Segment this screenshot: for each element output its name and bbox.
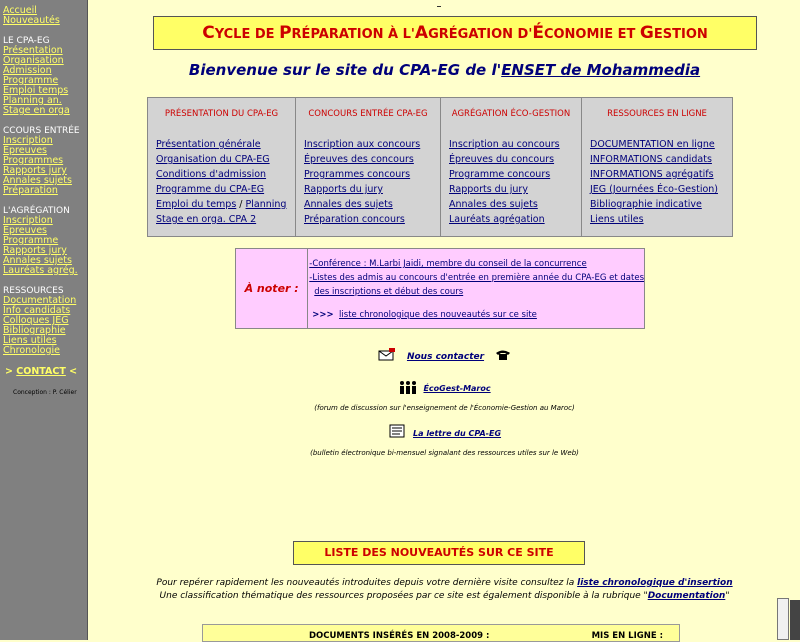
nav-column-concours-entree-cpa-eg [296, 98, 441, 236]
forum-link[interactable]: ÉcoGest-Maroc [423, 384, 491, 393]
sidebar-item-chronologie[interactable]: Chronologie [3, 345, 60, 356]
online-date-label: MIS EN LIGNE : [591, 631, 663, 641]
documents-header-bar [202, 624, 680, 642]
sidebar-heading-ccours-entree: CCOURS ENTRÉE [3, 126, 80, 136]
nav-link-stage-en-orga-cpa-2[interactable]: Stage en orga. CPA 2 [156, 214, 257, 225]
title-part: P [279, 23, 292, 43]
sidebar-nav [0, 0, 88, 640]
nav-column-title: CONCOURS ENTRÉE CPA-EG [308, 109, 428, 119]
title-part: C [202, 23, 215, 43]
sidebar-item-stage-en-orga[interactable]: Stage en orga [3, 105, 70, 116]
welcome-text: Bienvenue sur le site du CPA-EG de l' [188, 61, 502, 79]
nav-column-title: PRÉSENTATION DU CPA-EG [164, 109, 279, 119]
sidebar-item-inscription[interactable]: Inscription [3, 135, 53, 146]
nav-link-planning[interactable]: Planning [245, 199, 287, 210]
sidebar-item-bibliographie[interactable]: Bibliographie [3, 325, 66, 336]
sidebar-item-accueil[interactable]: Accueil [3, 5, 37, 16]
welcome-heading [89, 61, 800, 79]
nav-link-epreuves-du-concours[interactable]: Épreuves du concours [449, 154, 555, 165]
forum-block [89, 376, 800, 414]
sidebar-item-planning-an[interactable]: Planning an. [3, 95, 62, 106]
nav-link-inscription-aux-concours[interactable]: Inscription aux concours [304, 139, 421, 150]
nav-link-emploi-du-temps[interactable]: Emploi du temps [156, 199, 237, 210]
nav-link-presentation-generale[interactable]: Présentation générale [156, 139, 261, 150]
main-content [89, 0, 800, 640]
nav-link-jeg-journees-eco-gestion[interactable]: JEG (Journées Éco-Gestion) [590, 184, 718, 195]
contact-us-link[interactable]: Nous contacter [406, 352, 485, 362]
nav-column-agregation-eco-gestion [441, 98, 582, 236]
sidebar-item-annales-sujets[interactable]: Annales sujets [3, 175, 72, 186]
notice-label: À noter : [236, 249, 308, 328]
newsletter-link[interactable]: La lettre du CPA-EG [413, 429, 502, 438]
nav-link-conditions-d-admission[interactable]: Conditions d'admission [156, 169, 267, 180]
sidebar-contact: > CONTACT < [5, 366, 78, 377]
sidebar-item-colloques-jeg[interactable]: Colloques JEG [3, 315, 69, 326]
sidebar-item-programme[interactable]: Programme [3, 75, 59, 86]
sidebar-item-info-candidats[interactable]: Info candidats [3, 305, 71, 316]
news-section-title: LISTE DES NOUVEAUTÉS SUR CE SITE [293, 541, 585, 565]
title-part: RÉPARATION À L' [291, 27, 415, 42]
nav-link-programme-concours[interactable]: Programme concours [449, 169, 551, 180]
chrono-insertion-link[interactable]: liste chronologique d'insertion [577, 578, 733, 588]
newsletter-description: (bulletin électronique bi-mensuel signalant des ressources utiles sur le Web) [310, 449, 579, 457]
scrollbar-thumb[interactable] [777, 598, 789, 640]
title-part: G [639, 23, 654, 43]
news-intro-line2: Une classification thématique des ressources proposées par ce site est également disponible à la rubrique " [159, 591, 648, 601]
nav-column-title: RESSOURCES EN LIGNE [607, 109, 707, 119]
title-part: É [532, 23, 544, 43]
nav-separator: / [236, 199, 246, 210]
sidebar-item-epreuves[interactable]: Épreuves [3, 225, 48, 236]
main-nav-table [147, 97, 733, 237]
mailbox-icon [378, 348, 396, 362]
sidebar-item-programme[interactable]: Programme [3, 235, 59, 246]
nav-column-title: AGRÉGATION ÉCO-GESTION [451, 109, 571, 119]
sidebar-heading-ressources: RESSOURCES [3, 286, 64, 296]
nav-link-informations-agregatifs[interactable]: INFORMATIONS agrégatifs [590, 169, 714, 180]
people-icon [398, 380, 418, 394]
sidebar-item-rapports-jury[interactable]: Rapports jury [3, 165, 67, 176]
sidebar-item-liens-utiles[interactable]: Liens utiles [3, 335, 57, 346]
notice-conference-link[interactable]: -Conférence : M.Larbi Jaidi, membre du conseil de la concurrence [309, 259, 587, 269]
nav-link-rapports-du-jury[interactable]: Rapports du jury [449, 184, 528, 195]
nav-link-rapports-du-jury[interactable]: Rapports du jury [304, 184, 383, 195]
top-marker [437, 6, 441, 7]
sidebar-heading-l-agregation: L'AGRÉGATION [3, 206, 70, 216]
contact-link[interactable]: CONTACT [16, 366, 66, 377]
sidebar-item-presentation[interactable]: Présentation [3, 45, 63, 56]
sidebar-item-admission[interactable]: Admission [3, 65, 52, 76]
nav-link-annales-des-sujets[interactable]: Annales des sujets [449, 199, 538, 210]
nav-link-group [156, 197, 295, 212]
sidebar-item-nouveautes[interactable]: Nouveautés [3, 15, 60, 26]
documentation-link[interactable]: Documentation [647, 591, 726, 601]
scrollbar-track[interactable] [790, 600, 800, 640]
page-title-banner [153, 16, 757, 50]
sidebar-item-rapports-jury[interactable]: Rapports jury [3, 245, 67, 256]
title-part: CONOMIE ET [543, 27, 640, 42]
contact-block [89, 344, 800, 363]
notice-box [235, 248, 645, 329]
news-intro-line1: Pour repérer rapidement les nouveautés introduites depuis votre dernière visite consultez la [156, 578, 578, 588]
sidebar-item-annales-sujets[interactable]: Annales sujets [3, 255, 72, 266]
sidebar-heading-le-cpa-eg: LE CPA-EG [3, 36, 50, 46]
nav-link-programme-du-cpa-eg[interactable]: Programme du CPA-EG [156, 184, 265, 195]
letter-icon [388, 424, 408, 440]
nav-link-documentation-en-ligne[interactable]: DOCUMENTATION en ligne [590, 139, 715, 150]
title-part: YCLE DE [214, 27, 280, 42]
sidebar-item-inscription[interactable]: Inscription [3, 215, 53, 226]
nav-column-presentation-du-cpa-eg [148, 98, 296, 236]
news-intro-line2-end: " [725, 591, 730, 601]
arrow-glyph: >>> [312, 310, 334, 320]
nav-link-preparation-concours[interactable]: Préparation concours [304, 214, 405, 225]
news-intro [89, 577, 800, 603]
nav-column-ressources-en-ligne [582, 98, 732, 236]
sidebar-item-preparation[interactable]: Préparation [3, 185, 58, 196]
sidebar-item-epreuves[interactable]: Épreuves [3, 145, 48, 156]
newsletter-block [89, 421, 800, 459]
sidebar-item-laureats-agreg[interactable]: Lauréats agrég. [3, 265, 78, 276]
nav-link-bibliographie-indicative[interactable]: Bibliographie indicative [590, 199, 702, 210]
documents-year-label: DOCUMENTS INSÉRÉS EN 2008-2009 : [309, 631, 490, 641]
nav-link-epreuves-des-concours[interactable]: Épreuves des concours [304, 154, 414, 165]
forum-description: (forum de discussion sur l'enseignement de l'Économie-Gestion au Maroc) [314, 404, 575, 412]
title-part: GRÉGATION D' [428, 27, 533, 42]
sidebar-item-emploi-temps[interactable]: Emploi temps [3, 85, 69, 96]
sidebar-item-organisation[interactable]: Organisation [3, 55, 64, 66]
notice-chrono-link[interactable]: liste chronologique des nouveautés sur ce site [339, 310, 537, 320]
nav-link-informations-candidats[interactable]: INFORMATIONS candidats [590, 154, 712, 165]
notice-content [308, 249, 644, 328]
notice-admis-link-cont[interactable]: des inscriptions et début des cours [314, 287, 464, 297]
nav-link-liens-utiles[interactable]: Liens utiles [590, 214, 644, 225]
sidebar-item-documentation[interactable]: Documentation [3, 295, 77, 306]
telephone-icon [495, 348, 511, 361]
nav-link-annales-des-sujets[interactable]: Annales des sujets [304, 199, 393, 210]
notice-chrono-line [309, 308, 644, 322]
notice-admis-link[interactable]: -Listes des admis au concours d'entrée en première année du CPA-EG et dates [309, 273, 644, 283]
sidebar-credit: Conception : P. Célier [13, 389, 77, 396]
enset-link[interactable]: ENSET de Mohammedia [501, 61, 701, 79]
sidebar-item-programmes[interactable]: Programmes [3, 155, 64, 166]
nav-link-inscription-au-concours[interactable]: Inscription au concours [449, 139, 560, 150]
nav-link-programmes-concours[interactable]: Programmes concours [304, 169, 411, 180]
nav-link-organisation-du-cpa-eg[interactable]: Organisation du CPA-EG [156, 154, 270, 165]
nav-link-laureats-agregation[interactable]: Lauréats agrégation [449, 214, 545, 225]
title-part: ESTION [653, 27, 708, 42]
title-part: A [414, 23, 429, 43]
